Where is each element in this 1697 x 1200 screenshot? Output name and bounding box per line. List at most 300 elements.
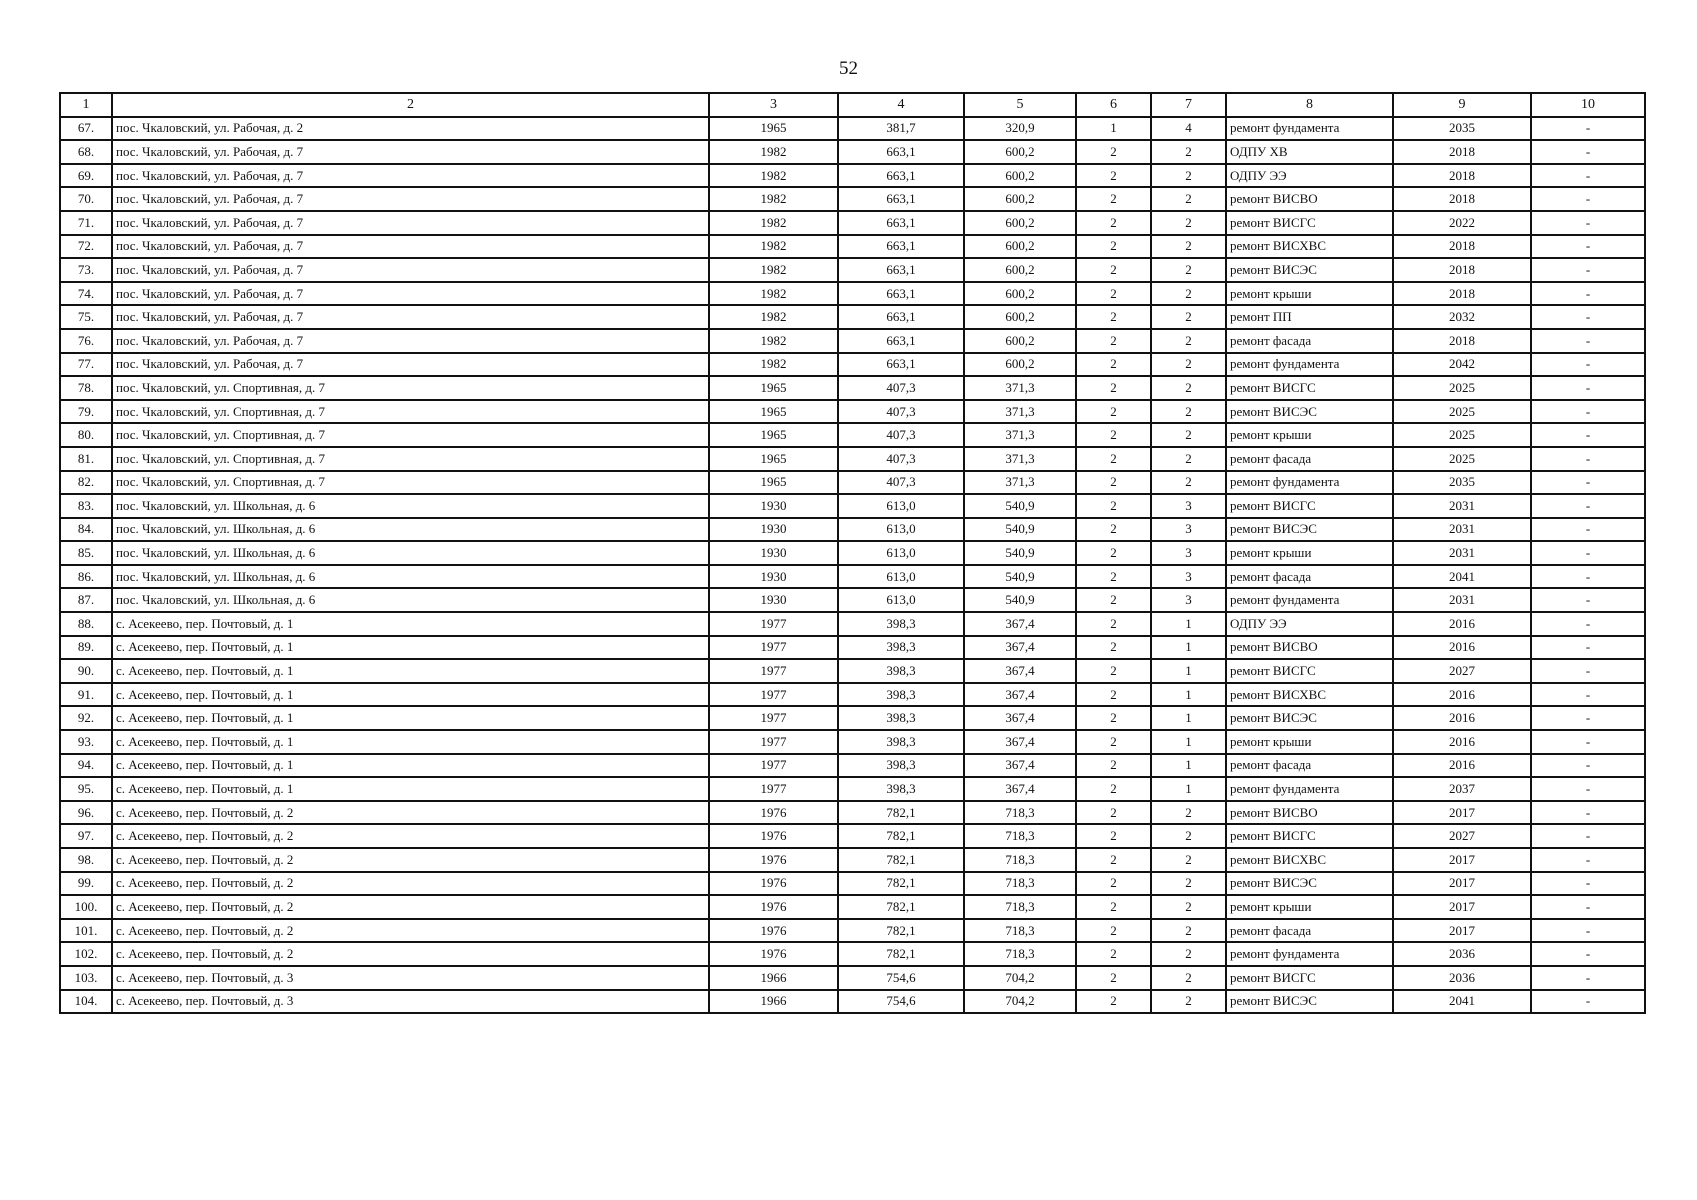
col10-cell: -	[1531, 659, 1645, 683]
col10-cell: -	[1531, 919, 1645, 943]
header-cell: 10	[1531, 93, 1645, 117]
total-area-cell: 782,1	[838, 895, 964, 919]
table-row	[60, 447, 1645, 471]
total-area-cell: 398,3	[838, 612, 964, 636]
living-area-cell: 600,2	[964, 140, 1076, 164]
table-row	[60, 636, 1645, 660]
year-cell: 1982	[709, 164, 838, 188]
table-row	[60, 329, 1645, 353]
table-row	[60, 117, 1645, 141]
plan-year-cell: 2025	[1393, 376, 1531, 400]
col6-cell: 2	[1076, 919, 1151, 943]
header-cell: 5	[964, 93, 1076, 117]
living-area-cell: 367,4	[964, 777, 1076, 801]
plan-year-cell: 2031	[1393, 588, 1531, 612]
work-type-cell: ОДПУ ЭЭ	[1226, 164, 1393, 188]
col7-cell: 2	[1151, 801, 1226, 825]
total-area-cell: 782,1	[838, 824, 964, 848]
table-row	[60, 494, 1645, 518]
living-area-cell: 367,4	[964, 683, 1076, 707]
col7-cell: 1	[1151, 636, 1226, 660]
year-cell: 1982	[709, 282, 838, 306]
year-cell: 1976	[709, 848, 838, 872]
plan-year-cell: 2042	[1393, 353, 1531, 377]
total-area-cell: 398,3	[838, 730, 964, 754]
total-area-cell: 613,0	[838, 541, 964, 565]
col10-cell: -	[1531, 801, 1645, 825]
plan-year-cell: 2036	[1393, 966, 1531, 990]
table-row	[60, 990, 1645, 1014]
total-area-cell: 398,3	[838, 659, 964, 683]
col7-cell: 2	[1151, 966, 1226, 990]
plan-year-cell: 2017	[1393, 919, 1531, 943]
work-type-cell: ремонт ВИСЭС	[1226, 872, 1393, 896]
year-cell: 1977	[709, 777, 838, 801]
col7-cell: 2	[1151, 329, 1226, 353]
year-cell: 1982	[709, 329, 838, 353]
table-row	[60, 423, 1645, 447]
total-area-cell: 398,3	[838, 754, 964, 778]
row-number-cell: 67.	[60, 117, 112, 141]
plan-year-cell: 2016	[1393, 683, 1531, 707]
year-cell: 1930	[709, 541, 838, 565]
row-number-cell: 70.	[60, 187, 112, 211]
living-area-cell: 718,3	[964, 919, 1076, 943]
plan-year-cell: 2031	[1393, 541, 1531, 565]
total-area-cell: 782,1	[838, 801, 964, 825]
table-row	[60, 376, 1645, 400]
year-cell: 1977	[709, 659, 838, 683]
work-type-cell: ремонт ВИСЭС	[1226, 258, 1393, 282]
plan-year-cell: 2016	[1393, 754, 1531, 778]
col7-cell: 2	[1151, 164, 1226, 188]
row-number-cell: 99.	[60, 872, 112, 896]
row-number-cell: 101.	[60, 919, 112, 943]
address-cell: пос. Чкаловский, ул. Спортивная, д. 7	[112, 376, 709, 400]
work-type-cell: ремонт крыши	[1226, 541, 1393, 565]
address-cell: пос. Чкаловский, ул. Школьная, д. 6	[112, 518, 709, 542]
table-row	[60, 518, 1645, 542]
col10-cell: -	[1531, 187, 1645, 211]
table-row	[60, 164, 1645, 188]
work-type-cell: ремонт крыши	[1226, 282, 1393, 306]
col10-cell: -	[1531, 400, 1645, 424]
year-cell: 1977	[709, 612, 838, 636]
col10-cell: -	[1531, 494, 1645, 518]
col6-cell: 2	[1076, 282, 1151, 306]
work-type-cell: ремонт крыши	[1226, 730, 1393, 754]
year-cell: 1965	[709, 471, 838, 495]
row-number-cell: 95.	[60, 777, 112, 801]
plan-year-cell: 2025	[1393, 423, 1531, 447]
year-cell: 1982	[709, 258, 838, 282]
total-area-cell: 398,3	[838, 636, 964, 660]
plan-year-cell: 2025	[1393, 447, 1531, 471]
living-area-cell: 540,9	[964, 518, 1076, 542]
col6-cell: 1	[1076, 117, 1151, 141]
col6-cell: 2	[1076, 353, 1151, 377]
living-area-cell: 600,2	[964, 282, 1076, 306]
col7-cell: 3	[1151, 494, 1226, 518]
living-area-cell: 367,4	[964, 706, 1076, 730]
row-number-cell: 77.	[60, 353, 112, 377]
plan-year-cell: 2017	[1393, 895, 1531, 919]
address-cell: пос. Чкаловский, ул. Школьная, д. 6	[112, 565, 709, 589]
plan-year-cell: 2041	[1393, 565, 1531, 589]
total-area-cell: 613,0	[838, 588, 964, 612]
total-area-cell: 782,1	[838, 872, 964, 896]
col10-cell: -	[1531, 636, 1645, 660]
year-cell: 1965	[709, 447, 838, 471]
plan-year-cell: 2027	[1393, 659, 1531, 683]
work-type-cell: ремонт ВИСГС	[1226, 211, 1393, 235]
address-cell: пос. Чкаловский, ул. Рабочая, д. 7	[112, 164, 709, 188]
living-area-cell: 718,3	[964, 872, 1076, 896]
total-area-cell: 663,1	[838, 187, 964, 211]
row-number-cell: 85.	[60, 541, 112, 565]
col6-cell: 2	[1076, 588, 1151, 612]
col10-cell: -	[1531, 471, 1645, 495]
work-type-cell: ремонт ВИСВО	[1226, 801, 1393, 825]
col7-cell: 2	[1151, 990, 1226, 1014]
total-area-cell: 407,3	[838, 376, 964, 400]
table-row	[60, 848, 1645, 872]
row-number-cell: 97.	[60, 824, 112, 848]
col7-cell: 2	[1151, 211, 1226, 235]
row-number-cell: 81.	[60, 447, 112, 471]
col10-cell: -	[1531, 895, 1645, 919]
year-cell: 1977	[709, 706, 838, 730]
living-area-cell: 540,9	[964, 494, 1076, 518]
total-area-cell: 407,3	[838, 447, 964, 471]
row-number-cell: 72.	[60, 235, 112, 259]
col6-cell: 2	[1076, 636, 1151, 660]
table-row	[60, 683, 1645, 707]
header-cell: 2	[112, 93, 709, 117]
address-cell: пос. Чкаловский, ул. Рабочая, д. 7	[112, 140, 709, 164]
col6-cell: 2	[1076, 235, 1151, 259]
col7-cell: 3	[1151, 565, 1226, 589]
row-number-cell: 83.	[60, 494, 112, 518]
col7-cell: 2	[1151, 447, 1226, 471]
header-row	[60, 93, 1645, 117]
col10-cell: -	[1531, 353, 1645, 377]
plan-year-cell: 2027	[1393, 824, 1531, 848]
col6-cell: 2	[1076, 565, 1151, 589]
year-cell: 1966	[709, 990, 838, 1014]
total-area-cell: 613,0	[838, 518, 964, 542]
total-area-cell: 613,0	[838, 494, 964, 518]
address-cell: с. Асекеево, пер. Почтовый, д. 1	[112, 754, 709, 778]
year-cell: 1982	[709, 187, 838, 211]
address-cell: с. Асекеево, пер. Почтовый, д. 1	[112, 659, 709, 683]
plan-year-cell: 2031	[1393, 494, 1531, 518]
row-number-cell: 86.	[60, 565, 112, 589]
living-area-cell: 600,2	[964, 211, 1076, 235]
address-cell: с. Асекеево, пер. Почтовый, д. 1	[112, 683, 709, 707]
col6-cell: 2	[1076, 824, 1151, 848]
address-cell: с. Асекеево, пер. Почтовый, д. 1	[112, 636, 709, 660]
living-area-cell: 367,4	[964, 730, 1076, 754]
col7-cell: 2	[1151, 376, 1226, 400]
living-area-cell: 367,4	[964, 659, 1076, 683]
col7-cell: 2	[1151, 235, 1226, 259]
col6-cell: 2	[1076, 659, 1151, 683]
row-number-cell: 73.	[60, 258, 112, 282]
plan-year-cell: 2016	[1393, 730, 1531, 754]
living-area-cell: 371,3	[964, 376, 1076, 400]
living-area-cell: 600,2	[964, 329, 1076, 353]
work-type-cell: ремонт ВИСХВС	[1226, 683, 1393, 707]
total-area-cell: 663,1	[838, 282, 964, 306]
col6-cell: 2	[1076, 730, 1151, 754]
work-type-cell: ремонт ПП	[1226, 305, 1393, 329]
address-cell: с. Асекеево, пер. Почтовый, д. 1	[112, 777, 709, 801]
col7-cell: 2	[1151, 282, 1226, 306]
table-row	[60, 895, 1645, 919]
col10-cell: -	[1531, 588, 1645, 612]
year-cell: 1977	[709, 683, 838, 707]
total-area-cell: 754,6	[838, 990, 964, 1014]
col10-cell: -	[1531, 565, 1645, 589]
plan-year-cell: 2018	[1393, 187, 1531, 211]
address-cell: с. Асекеево, пер. Почтовый, д. 2	[112, 801, 709, 825]
col6-cell: 2	[1076, 872, 1151, 896]
address-cell: пос. Чкаловский, ул. Спортивная, д. 7	[112, 423, 709, 447]
col7-cell: 2	[1151, 471, 1226, 495]
plan-year-cell: 2032	[1393, 305, 1531, 329]
plan-year-cell: 2016	[1393, 636, 1531, 660]
col10-cell: -	[1531, 164, 1645, 188]
address-cell: с. Асекеево, пер. Почтовый, д. 2	[112, 872, 709, 896]
row-number-cell: 69.	[60, 164, 112, 188]
row-number-cell: 96.	[60, 801, 112, 825]
header-cell: 8	[1226, 93, 1393, 117]
address-cell: с. Асекеево, пер. Почтовый, д. 3	[112, 966, 709, 990]
row-number-cell: 88.	[60, 612, 112, 636]
address-cell: с. Асекеево, пер. Почтовый, д. 2	[112, 895, 709, 919]
year-cell: 1976	[709, 872, 838, 896]
work-type-cell: ремонт фасада	[1226, 754, 1393, 778]
row-number-cell: 79.	[60, 400, 112, 424]
year-cell: 1982	[709, 305, 838, 329]
col7-cell: 2	[1151, 258, 1226, 282]
col6-cell: 2	[1076, 211, 1151, 235]
col6-cell: 2	[1076, 612, 1151, 636]
col7-cell: 2	[1151, 400, 1226, 424]
living-area-cell: 704,2	[964, 966, 1076, 990]
living-area-cell: 718,3	[964, 895, 1076, 919]
year-cell: 1982	[709, 353, 838, 377]
col6-cell: 2	[1076, 400, 1151, 424]
year-cell: 1930	[709, 518, 838, 542]
address-cell: с. Асекеево, пер. Почтовый, д. 2	[112, 942, 709, 966]
col10-cell: -	[1531, 683, 1645, 707]
living-area-cell: 704,2	[964, 990, 1076, 1014]
total-area-cell: 663,1	[838, 235, 964, 259]
plan-year-cell: 2035	[1393, 471, 1531, 495]
col10-cell: -	[1531, 258, 1645, 282]
total-area-cell: 782,1	[838, 942, 964, 966]
table-body	[60, 117, 1645, 1014]
col7-cell: 1	[1151, 777, 1226, 801]
total-area-cell: 381,7	[838, 117, 964, 141]
col6-cell: 2	[1076, 541, 1151, 565]
col10-cell: -	[1531, 518, 1645, 542]
row-number-cell: 75.	[60, 305, 112, 329]
living-area-cell: 367,4	[964, 612, 1076, 636]
table-row	[60, 824, 1645, 848]
col6-cell: 2	[1076, 494, 1151, 518]
year-cell: 1930	[709, 588, 838, 612]
col7-cell: 2	[1151, 895, 1226, 919]
year-cell: 1976	[709, 801, 838, 825]
plan-year-cell: 2017	[1393, 848, 1531, 872]
plan-year-cell: 2036	[1393, 942, 1531, 966]
col7-cell: 2	[1151, 942, 1226, 966]
row-number-cell: 80.	[60, 423, 112, 447]
total-area-cell: 782,1	[838, 848, 964, 872]
table-row	[60, 211, 1645, 235]
col7-cell: 1	[1151, 706, 1226, 730]
row-number-cell: 91.	[60, 683, 112, 707]
col6-cell: 2	[1076, 706, 1151, 730]
total-area-cell: 663,1	[838, 353, 964, 377]
header-cell: 4	[838, 93, 964, 117]
total-area-cell: 407,3	[838, 423, 964, 447]
plan-year-cell: 2017	[1393, 872, 1531, 896]
year-cell: 1976	[709, 942, 838, 966]
col6-cell: 2	[1076, 848, 1151, 872]
living-area-cell: 718,3	[964, 801, 1076, 825]
year-cell: 1977	[709, 636, 838, 660]
work-type-cell: ОДПУ ЭЭ	[1226, 612, 1393, 636]
address-cell: пос. Чкаловский, ул. Школьная, д. 6	[112, 588, 709, 612]
col7-cell: 4	[1151, 117, 1226, 141]
living-area-cell: 371,3	[964, 471, 1076, 495]
table-row	[60, 471, 1645, 495]
table-row	[60, 754, 1645, 778]
work-type-cell: ремонт ВИСГС	[1226, 659, 1393, 683]
total-area-cell: 398,3	[838, 777, 964, 801]
row-number-cell: 102.	[60, 942, 112, 966]
table-row	[60, 353, 1645, 377]
plan-year-cell: 2018	[1393, 164, 1531, 188]
table-row	[60, 187, 1645, 211]
col10-cell: -	[1531, 282, 1645, 306]
work-type-cell: ремонт фасада	[1226, 447, 1393, 471]
row-number-cell: 90.	[60, 659, 112, 683]
work-type-cell: ремонт фундамента	[1226, 353, 1393, 377]
year-cell: 1982	[709, 211, 838, 235]
table-row	[60, 400, 1645, 424]
work-type-cell: ремонт ВИСГС	[1226, 494, 1393, 518]
col6-cell: 2	[1076, 447, 1151, 471]
work-type-cell: ремонт ВИСЭС	[1226, 706, 1393, 730]
col10-cell: -	[1531, 730, 1645, 754]
address-cell: с. Асекеево, пер. Почтовый, д. 2	[112, 848, 709, 872]
col10-cell: -	[1531, 612, 1645, 636]
year-cell: 1966	[709, 966, 838, 990]
address-cell: пос. Чкаловский, ул. Спортивная, д. 7	[112, 471, 709, 495]
col7-cell: 2	[1151, 824, 1226, 848]
total-area-cell: 613,0	[838, 565, 964, 589]
plan-year-cell: 2016	[1393, 706, 1531, 730]
col10-cell: -	[1531, 423, 1645, 447]
row-number-cell: 71.	[60, 211, 112, 235]
col10-cell: -	[1531, 235, 1645, 259]
work-type-cell: ремонт фундамента	[1226, 588, 1393, 612]
address-cell: с. Асекеево, пер. Почтовый, д. 1	[112, 730, 709, 754]
col7-cell: 1	[1151, 659, 1226, 683]
col7-cell: 2	[1151, 353, 1226, 377]
total-area-cell: 754,6	[838, 966, 964, 990]
work-type-cell: ремонт фасада	[1226, 329, 1393, 353]
col10-cell: -	[1531, 376, 1645, 400]
repair-schedule-table	[59, 92, 1646, 1014]
total-area-cell: 782,1	[838, 919, 964, 943]
total-area-cell: 663,1	[838, 164, 964, 188]
living-area-cell: 540,9	[964, 541, 1076, 565]
living-area-cell: 367,4	[964, 754, 1076, 778]
row-number-cell: 74.	[60, 282, 112, 306]
living-area-cell: 540,9	[964, 588, 1076, 612]
col10-cell: -	[1531, 824, 1645, 848]
work-type-cell: ремонт фундамента	[1226, 471, 1393, 495]
col7-cell: 2	[1151, 848, 1226, 872]
col7-cell: 1	[1151, 612, 1226, 636]
header-cell: 6	[1076, 93, 1151, 117]
address-cell: пос. Чкаловский, ул. Школьная, д. 6	[112, 494, 709, 518]
col6-cell: 2	[1076, 164, 1151, 188]
year-cell: 1965	[709, 423, 838, 447]
col10-cell: -	[1531, 329, 1645, 353]
plan-year-cell: 2018	[1393, 258, 1531, 282]
row-number-cell: 84.	[60, 518, 112, 542]
col10-cell: -	[1531, 848, 1645, 872]
living-area-cell: 371,3	[964, 423, 1076, 447]
col6-cell: 2	[1076, 518, 1151, 542]
work-type-cell: ремонт ВИСХВС	[1226, 235, 1393, 259]
table-row	[60, 258, 1645, 282]
header-cell: 9	[1393, 93, 1531, 117]
col10-cell: -	[1531, 211, 1645, 235]
col7-cell: 1	[1151, 683, 1226, 707]
year-cell: 1982	[709, 140, 838, 164]
col7-cell: 1	[1151, 754, 1226, 778]
table-row	[60, 659, 1645, 683]
work-type-cell: ремонт фундамента	[1226, 777, 1393, 801]
row-number-cell: 93.	[60, 730, 112, 754]
address-cell: пос. Чкаловский, ул. Рабочая, д. 7	[112, 305, 709, 329]
col6-cell: 2	[1076, 329, 1151, 353]
total-area-cell: 398,3	[838, 683, 964, 707]
year-cell: 1965	[709, 376, 838, 400]
living-area-cell: 718,3	[964, 942, 1076, 966]
row-number-cell: 82.	[60, 471, 112, 495]
col6-cell: 2	[1076, 990, 1151, 1014]
year-cell: 1965	[709, 117, 838, 141]
col7-cell: 2	[1151, 423, 1226, 447]
work-type-cell: ремонт крыши	[1226, 895, 1393, 919]
col10-cell: -	[1531, 966, 1645, 990]
plan-year-cell: 2017	[1393, 801, 1531, 825]
year-cell: 1976	[709, 824, 838, 848]
address-cell: пос. Чкаловский, ул. Рабочая, д. 7	[112, 258, 709, 282]
address-cell: с. Асекеево, пер. Почтовый, д. 2	[112, 824, 709, 848]
col6-cell: 2	[1076, 683, 1151, 707]
plan-year-cell: 2035	[1393, 117, 1531, 141]
